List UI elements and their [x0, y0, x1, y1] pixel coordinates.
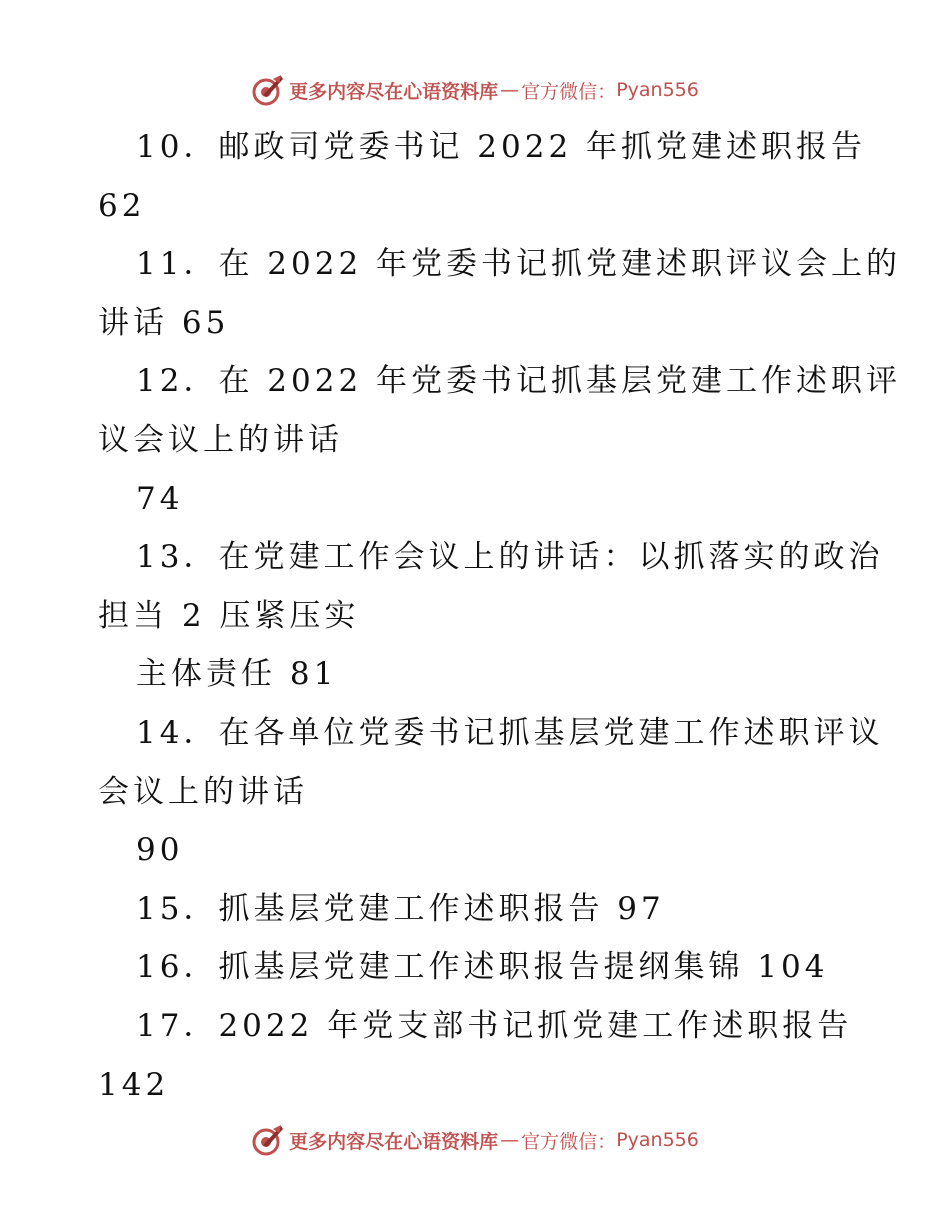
toc-line: 74 [136, 480, 184, 517]
toc-line: 12．在 2022 年党委书记抓基层党建工作述职评 [136, 363, 902, 400]
toc-line: 11．在 2022 年党委书记抓党建述职评议会上的 [136, 246, 902, 283]
toc-line: 14．在各单位党委书记抓基层党建工作述职评议 [136, 714, 884, 751]
toc-line: 15．抓基层党建工作述职报告 97 [136, 890, 665, 927]
toc-line: 主体责任 81 [136, 656, 338, 693]
toc-line: 会议上的讲话 [98, 773, 308, 810]
toc-line: 16．抓基层党建工作述职报告提纲集锦 104 [136, 949, 829, 986]
header-banner [0, 72, 950, 108]
toc-line: 担当 2 压紧压实 [98, 597, 360, 634]
toc-line: 13．在党建工作会议上的讲话：以抓落实的政治 [136, 539, 884, 576]
toc-line: 10．邮政司党委书记 2022 年抓党建述职报告 [136, 129, 867, 165]
toc-line: 17．2022 年党支部书记抓党建工作述职报告 [136, 1007, 853, 1044]
footer-banner [0, 1122, 950, 1158]
toc-line: 142 [98, 1066, 170, 1103]
toc-line: 90 [136, 832, 184, 869]
banner-brand-text: 更多内容尽在心语资料库 [289, 1130, 499, 1153]
toc-line: 议会议上的讲话 [98, 421, 343, 458]
banner-dash: — [500, 79, 520, 101]
banner-wechat-label: 官方微信： [521, 80, 617, 103]
quill-logo-icon [251, 73, 285, 107]
banner-dash: — [500, 1129, 520, 1151]
toc-line: 62 [98, 187, 146, 224]
table-of-contents [98, 118, 902, 1114]
banner-brand-text: 更多内容尽在心语资料库 [289, 80, 499, 103]
banner-wechat-id: Pyan556 [616, 79, 699, 101]
banner-wechat-label: 官方微信： [521, 1130, 617, 1153]
banner-wechat-id: Pyan556 [616, 1129, 699, 1151]
quill-logo-icon [251, 1123, 285, 1157]
toc-line: 讲话 65 [98, 304, 230, 341]
